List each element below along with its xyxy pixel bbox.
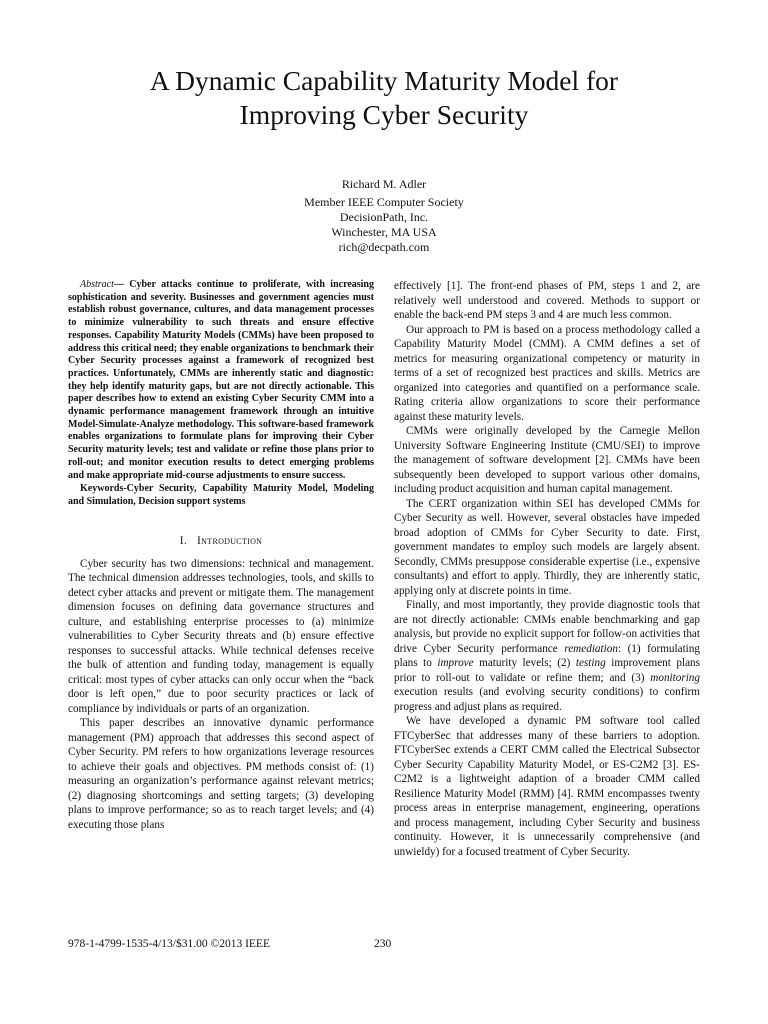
keywords: Keywords-Cyber Security, Capability Maturity Model, Modeling and Simulation, Decision support systems: [68, 483, 374, 508]
title-line-1: A Dynamic Capability Maturity Model for: [149, 65, 619, 96]
emphasis-run: improve: [437, 657, 474, 669]
abstract-label: Abstract: [80, 279, 114, 290]
section-number: I.: [179, 535, 188, 548]
author-affiliation-2: DecisionPath, Inc.: [339, 210, 429, 224]
emphasis-run: remediation: [564, 642, 618, 655]
section-title: Introduction: [197, 535, 263, 548]
body-paragraph: CMMs were originally developed by the Carnegie Mellon University Software Engineering Institute (CMU/SEI) to improve the management of software development [2]. CMMs have been subsequently been developed to support various other domains, including product acquisition and human capital management.: [394, 425, 700, 495]
text-run: maturity levels; (2): [473, 657, 576, 669]
body-paragraph: Cyber security has two dimensions: technical and management. The technical dimension addresses technologies, tools, and skills to detect cyber attacks and prevent or mitigate them. The management dimension focuses on defining data governance structures and culture, and establishing enterprise processes to (a) minimize vulnerabilities to Cyber Security threats and (b) ensure effective responses to successful attacks. While technical defenses receive the bulk of attention and funding today, management is equally critical: most types of cyber attacks can only occur when the “back door is left open,” due to poor security practices or lack of compliance by individuals or parts of an organization.: [68, 557, 374, 715]
body-paragraph: [394, 598, 700, 714]
paper-title: [0, 64, 768, 132]
emphasis-run: monitoring: [650, 671, 700, 684]
section-heading: [68, 534, 374, 549]
text-run: : (1) formulating plans to: [394, 642, 700, 669]
body-paragraph: We have developed a dynamic PM software tool called FTCyberSec that addresses many of these barriers to adoption. FTCyberSec extends a CERT CMM called the Electrical Subsector Cyber Security Capability Maturity Model, or ES-C2M2 [3]. ES-C2M2 is a lightweight adaption of a broader CMM called Resilience Maturity Model (RMM) [4]. RMM encompasses twenty process areas in enterprise management, engineering, operations and process management, including Cyber Security and business continuity. However, it is unnecessarily comprehensive (and unwieldy) for a focused treatment of Cyber Security.: [394, 715, 700, 858]
author-block: [0, 177, 768, 255]
abstract: [68, 279, 374, 482]
author-affiliation-1: Member IEEE Computer Society: [304, 195, 464, 209]
body-paragraph: The CERT organization within SEI has developed CMMs for Cyber Security as well. However, several obstacles have impeded broad adoption of CMMs for Cyber Security to date. First, government mandates to employ such models are largely absent. Secondly, CMMs presuppose considerable expertise (i.e., expensive consultants) and effort to apply. Thirdly, they are inherently static, applying only at discrete points in time.: [394, 497, 700, 597]
copyright-notice: 978-1-4799-1535-4/13/$31.00 ©2013 IEEE: [68, 938, 270, 950]
author-email: rich@decpath.com: [338, 240, 430, 254]
author-affiliation-3: Winchester, MA USA: [331, 225, 437, 239]
text-run: improvement plans prior to roll-out to validate or refine them; and (3): [394, 657, 700, 684]
body-paragraph: This paper describes an innovative dynamic performance management (PM) approach that addresses this second aspect of Cyber Security. PM refers to how organizations leverage resources to achieve their goals and objectives. PM methods consist of: (1) measuring an organization’s performance against relevant metrics; (2) diagnosing shortcomings and setting targets; (3) developing plans to improve performance; so as to reach target levels; and (4) executing those plans: [68, 717, 374, 831]
body-paragraph: Our approach to PM is based on a process methodology called a Capability Maturity Model (CMM). A CMM defines a set of metrics for measuring organizational competency or maturity in terms of a set of recognized best practices and skills. Metrics are organized into categories and quantified on a performance scale. Rating criteria allow organizations to score their performance against these maturity levels.: [394, 323, 700, 423]
text-run: execution results (and evolving security conditions) to confirm progress and adjust plans as required.: [394, 686, 700, 713]
title-line-2: Improving Cyber Security: [239, 99, 529, 130]
text-run: Finally, and most importantly, they provide diagnostic tools that are not directly actionable: CMMs enable benchmarking and gap analysis, but provide no explicit support for follow-on activities that drive Cyber Security performance: [394, 599, 700, 655]
author-name: Richard M. Adler: [341, 177, 427, 191]
right-column: [394, 279, 700, 859]
page-number: 230: [374, 938, 392, 950]
left-column: [68, 279, 374, 832]
abstract-text: — Cyber attacks continue to proliferate, with increasing sophistication and severity. Businesses and government agencies must establish robust governance, cultures, and data management processes to minimize vulnerability to such threats and ensure effective responses. Capability Maturity Models (CMMs) have been proposed to address this critical need; they enable organizations to benchmark their Cyber Security processes against a framework of recognized best practices. Unfortunately, CMMs are inherently static and diagnostic: they help identify maturity gaps, but are not directly actionable. This paper describes how to extend an existing Cyber Security CMM into a dynamic performance management framework through an intuitive Model-Simulate-Analyze methodology. This software-based framework enables organizations to formulate plans for improving their Cyber Security maturity levels; test and validate or refine those plans prior to roll-out; and monitor execution results to detect emerging problems and make appropriate mid-course adjustments to ensure success.: [68, 279, 374, 481]
emphasis-run: testing: [575, 657, 606, 669]
body-paragraph: effectively [1]. The front-end phases of PM, steps 1 and 2, are relatively well understood and covered. Methods to support or enable the back-end PM steps 3 and 4 are much less common.: [394, 280, 700, 321]
